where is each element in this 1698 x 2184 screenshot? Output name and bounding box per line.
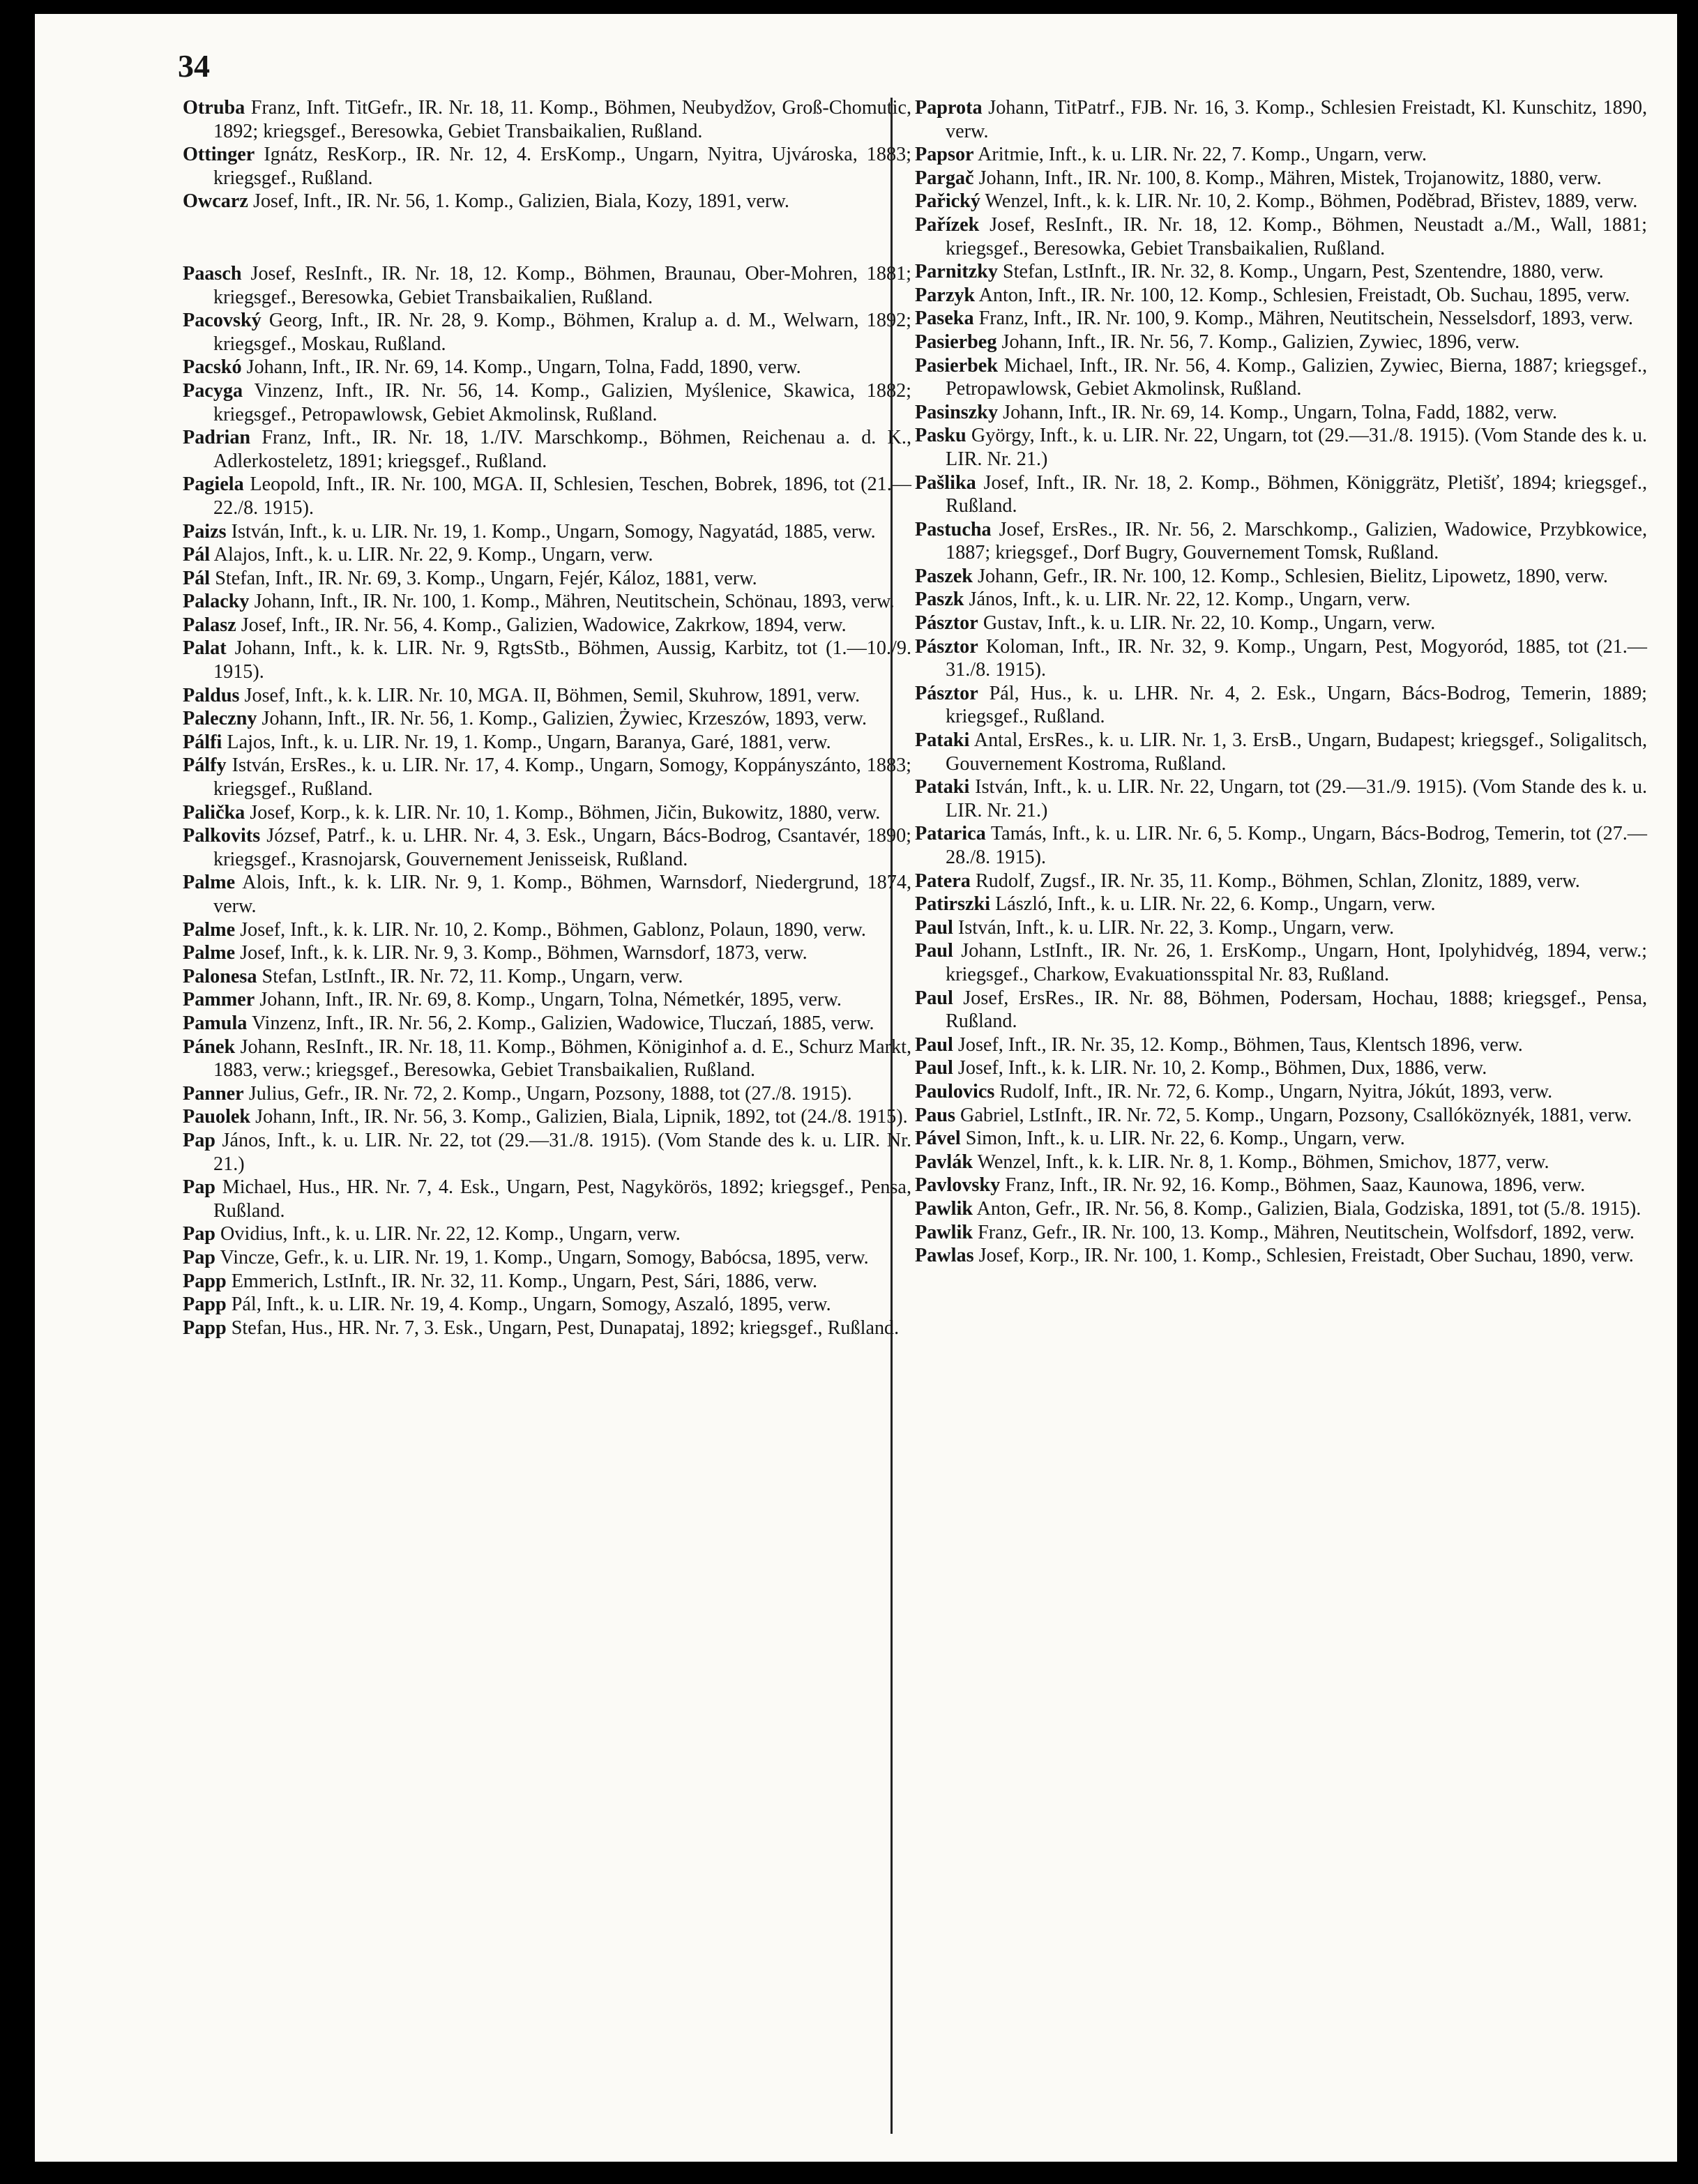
entry-details: Ovidius, Inft., k. u. LIR. Nr. 22, 12. Komp., Ungarn, verw. [215,1223,681,1245]
register-entry [915,354,1647,401]
entry-surname: Pauolek [183,1106,251,1128]
entry-details: György, Inft., k. u. LIR. Nr. 22, Ungarn, tot (29.—31./8. 1915). (Vom Stande des k. u. LIR. Nr. 21.) [946,425,1647,470]
entry-surname: Pammer [183,989,255,1011]
entry-details: Vincze, Gefr., k. u. LIR. Nr. 19, 1. Komp., Ungarn, Somogy, Babócsa, 1895, verw. [215,1246,869,1268]
entry-details: Franz, Gefr., IR. Nr. 100, 13. Komp., Mähren, Neutitschein, Wolfsdorf, 1892, verw. [973,1221,1635,1243]
entry-details: Stefan, LstInft., IR. Nr. 72, 11. Komp., Ungarn, verw. [257,965,683,987]
entry-surname: Patarica [915,823,986,845]
entry-surname: Paprota [915,97,983,119]
entry-surname: Paul [915,916,953,939]
entry-details: István, Inft., k. u. LIR. Nr. 22, 3. Komp., Ungarn, verw. [953,916,1395,939]
entry-surname: Pacyga [183,379,243,402]
register-entry [183,637,911,683]
entry-details: István, Inft., k. u. LIR. Nr. 19, 1. Komp., Ungarn, Somogy, Nagyatád, 1885, verw. [226,520,876,543]
entry-surname: Paizs [183,520,227,543]
entry-details: Josef, ResInft., IR. Nr. 18, 12. Komp., Böhmen, Braunau, Ober-Mohren, 1881; kriegsgef., Beresowka, Gebiet Transbaikalien, Rußland. [213,262,911,308]
entry-details: Anton, Gefr., IR. Nr. 56, 8. Komp., Galizien, Biala, Godziska, 1891, tot (5./8. 1915). [973,1197,1642,1220]
entry-surname: Pavlovsky [915,1174,1001,1197]
entry-details: Vinzenz, Inft., IR. Nr. 56, 2. Komp., Galizien, Wadowice, Tluczań, 1885, verw. [247,1012,874,1034]
entry-surname: Pařický [915,190,980,213]
entry-details: Johann, Inft., IR. Nr. 100, 8. Komp., Mähren, Mistek, Trojanowitz, 1880, verw. [973,167,1602,189]
entry-surname: Palme [183,918,236,941]
register-entry [915,1151,1647,1174]
register-entry [183,262,911,309]
register-entry [915,1221,1647,1245]
register-entry [183,1222,911,1246]
entry-surname: Paul [915,987,953,1009]
entry-surname: Papp [183,1294,227,1316]
entry-surname: Pařízek [915,213,980,236]
entry-details: Leopold, Inft., IR. Nr. 100, MGA. II, Schlesien, Teschen, Bobrek, 1896, tot (21.—22./8. 1915). [213,473,911,519]
register-entry [915,939,1647,986]
register-entry [915,635,1647,682]
entry-details: Stefan, LstInft., IR. Nr. 32, 8. Komp., Ungarn, Pest, Szentendre, 1880, verw. [998,261,1604,283]
entry-surname: Parzyk [915,284,976,306]
entry-details: Stefan, Inft., IR. Nr. 69, 3. Komp., Ungarn, Fejér, Káloz, 1881, verw. [210,567,757,589]
entry-details: Pál, Inft., k. u. LIR. Nr. 19, 4. Komp., Ungarn, Somogy, Aszaló, 1895, verw. [226,1294,831,1316]
entry-surname: Pálfi [183,731,222,753]
register-entry [915,1033,1647,1057]
entry-details: Josef, ErsRes., IR. Nr. 56, 2. Marschkomp., Galizien, Wadowice, Przybkowice, 1887; kriegsgef., Dorf Bugry, Gouvernement Tomsk, Rußland. [946,518,1647,564]
register-entry [183,356,911,379]
entry-details: Johann, Inft., IR. Nr. 56, 1. Komp., Galizien, Żywiec, Krzeszów, 1893, verw. [257,708,867,730]
entry-surname: Palička [183,801,245,824]
entry-surname: Palonesa [183,965,257,987]
entry-details: Josef, Inft., IR. Nr. 56, 1. Komp., Galizien, Biala, Kozy, 1891, verw. [248,190,789,213]
register-entry [915,1104,1647,1128]
entry-surname: Pacskó [183,356,242,379]
register-entry [915,1127,1647,1151]
entry-details: József, Patrf., k. u. LHR. Nr. 4, 3. Esk., Ungarn, Bács-Bodrog, Csantavér, 1890; kriegsgef., Krasnojarsk, Gouvernement Jenisseisk, Rußland. [213,825,911,870]
entry-surname: Panner [183,1082,244,1105]
entry-surname: Paldus [183,684,240,706]
entry-surname: Palkovits [183,825,261,847]
entry-details: Michael, Hus., HR. Nr. 7, 4. Esk., Ungarn, Pest, Nagykörös, 1892; kriegsgef., Pensa, Rußland. [213,1176,911,1222]
register-entry [183,941,911,965]
register-entry [183,918,911,942]
entry-surname: Pargač [915,167,974,189]
register-entry [183,965,911,989]
entry-details: Anton, Inft., IR. Nr. 100, 12. Komp., Schlesien, Freistadt, Ob. Suchau, 1895, verw. [975,284,1630,306]
entry-surname: Pap [183,1129,215,1151]
register-entry [183,1082,911,1106]
register-entry [183,1317,911,1340]
entry-surname: Pap [183,1246,215,1268]
register-entry [915,565,1647,589]
register-entry [183,1176,911,1222]
entry-surname: Pasku [915,425,967,447]
entry-details: Johann, Inft., IR. Nr. 100, 1. Komp., Mähren, Neutitschein, Schönau, 1893, verw. [249,591,895,613]
register-entry [915,471,1647,518]
register-entry [915,190,1647,213]
register-entry [183,801,911,825]
register-entry [915,143,1647,167]
register-entry [915,401,1647,425]
register-entry [915,588,1647,612]
entry-details: Johann, ResInft., IR. Nr. 18, 11. Komp., Böhmen, Königinhof a. d. E., Schurz Markt, 1883, verw.; kriegsgef., Beresowka, Gebiet Transbaikalien, Rußland. [213,1036,911,1082]
entry-details: Gustav, Inft., k. u. LIR. Nr. 22, 10. Komp., Ungarn, verw. [978,612,1436,635]
entry-details: Antal, ErsRes., k. u. LIR. Nr. 1, 3. ErsB., Ungarn, Budapest; kriegsgef., Soligalitsch, Gouvernement Kostroma, Rußland. [946,729,1647,775]
entry-surname: Paleczny [183,708,257,730]
entry-surname: Papp [183,1270,227,1292]
entry-details: Vinzenz, Inft., IR. Nr. 56, 14. Komp., Galizien, Myślenice, Skawica, 1882; kriegsgef., Petropawlowsk, Gebiet Akmolinsk, Rußland. [213,379,911,425]
entry-surname: Pamula [183,1012,248,1034]
entry-details: Johann, Gefr., IR. Nr. 100, 12. Komp., Schlesien, Bielitz, Lipowetz, 1890, verw. [972,565,1608,587]
entry-surname: Pásztor [915,612,978,635]
entry-details: Franz, Inft., IR. Nr. 92, 16. Komp., Böhmen, Saaz, Kaunowa, 1896, verw. [1000,1174,1586,1197]
register-entry [915,331,1647,354]
register-entry [915,1197,1647,1221]
register-entry [915,775,1647,822]
entry-details: Koloman, Inft., IR. Nr. 32, 9. Komp., Ungarn, Pest, Mogyoród, 1885, tot (21.—31./8. 1915). [946,635,1647,681]
right-column [915,96,1647,1268]
entry-surname: Pasierbeg [915,331,997,353]
register-entry [183,190,911,213]
entry-surname: Pavlák [915,1151,973,1173]
entry-details: Alois, Inft., k. k. LIR. Nr. 9, 1. Komp., Böhmen, Warnsdorf, Niedergrund, 1874, verw. [213,872,911,917]
entry-surname: Pável [915,1128,961,1150]
register-entry [915,682,1647,729]
entry-surname: Otruba [183,97,245,119]
register-entry [183,473,911,520]
register-entry [915,1244,1647,1268]
register-entry [183,309,911,356]
entry-details: Alajos, Inft., k. u. LIR. Nr. 22, 9. Komp., Ungarn, verw. [210,544,653,566]
letter-group-gap [183,213,911,262]
register-entry [915,893,1647,916]
entry-details: Tamás, Inft., k. u. LIR. Nr. 6, 5. Komp., Ungarn, Bács-Bodrog, Temerin, tot (27.—28./8. 1915). [946,823,1647,868]
register-entry [183,543,911,567]
entry-details: Ignátz, ResKorp., IR. Nr. 12, 4. ErsKomp., Ungarn, Nyitra, Ujvároska, 1883; kriegsgef., Rußland. [213,144,911,189]
entry-surname: Pásztor [915,635,978,658]
entry-details: Josef, Inft., IR. Nr. 18, 2. Komp., Böhmen, Königgrätz, Pletišť, 1894; kriegsgef., Rußland. [946,471,1647,517]
register-entry [183,1270,911,1294]
register-entry [183,1293,911,1317]
entry-details: Johann, TitPatrf., FJB. Nr. 16, 3. Komp., Schlesien Freistadt, Kl. Kunschitz, 1890, verw. [946,97,1647,142]
entry-details: Johann, Inft., IR. Nr. 56, 3. Komp., Galizien, Biala, Lipnik, 1892, tot (24./8. 1915). [250,1106,908,1128]
entry-details: István, ErsRes., k. u. LIR. Nr. 17, 4. Komp., Ungarn, Somogy, Koppányszánto, 1883; kriegsgef., Rußland. [213,754,911,801]
entry-surname: Palasz [183,614,236,636]
entry-details: Lajos, Inft., k. u. LIR. Nr. 19, 1. Komp., Ungarn, Baranya, Garé, 1881, verw. [222,731,831,753]
register-entry [915,822,1647,869]
register-entry [915,284,1647,308]
entry-details: Johann, Inft., IR. Nr. 69, 14. Komp., Ungarn, Tolna, Fadd, 1882, verw. [998,401,1558,423]
register-entry [183,143,911,190]
entry-surname: Patirszki [915,893,991,916]
register-entry [915,987,1647,1033]
register-entry [183,1129,911,1176]
entry-details: Pál, Hus., k. u. LHR. Nr. 4, 2. Esk., Ungarn, Bács-Bodrog, Temerin, 1889; kriegsgef., Rußland. [946,682,1647,728]
entry-surname: Pacovský [183,310,261,332]
entry-details: Franz, Inft., IR. Nr. 18, 1./IV. Marschkomp., Böhmen, Reichenau a. d. K., Adlerkosteletz, 1891; kriegsgef., Rußland. [213,427,911,472]
entry-surname: Patera [915,870,971,892]
entry-details: Josef, Korp., IR. Nr. 100, 1. Komp., Schlesien, Freistadt, Ober Suchau, 1890, verw. [973,1245,1634,1267]
register-entry [183,684,911,708]
entry-details: Josef, Inft., k. k. LIR. Nr. 10, 2. Komp., Böhmen, Dux, 1886, verw. [953,1057,1487,1079]
register-entry [915,213,1647,260]
entry-surname: Pataki [915,776,970,798]
register-entry [183,1246,911,1270]
entry-details: István, Inft., k. u. LIR. Nr. 22, Ungarn, tot (29.—31./9. 1915). (Vom Stande des k. u. LIR. Nr. 21.) [946,776,1647,821]
entry-surname: Palat [183,637,227,660]
entry-surname: Pap [183,1223,215,1245]
page-number: 34 [178,48,210,84]
entry-surname: Pásztor [915,682,978,704]
entry-details: János, Inft., k. u. LIR. Nr. 22, tot (29.—31./8. 1915). (Vom Stande des k. u. LIR. Nr. 21.) [213,1129,911,1175]
register-entry [183,988,911,1012]
entry-surname: Paul [915,940,953,962]
register-entry [915,167,1647,190]
entry-details: Franz, Inft. TitGefr., IR. Nr. 18, 11. Komp., Böhmen, Neubydžov, Groß-Chomutic, 1892; kriegsgef., Beresowka, Gebiet Transbaikalien, Rußland. [213,97,911,142]
left-column [183,96,911,1340]
entry-details: Rudolf, Zugsf., IR. Nr. 35, 11. Komp., Böhmen, Schlan, Zlonitz, 1889, verw. [970,870,1580,892]
entry-surname: Paus [915,1104,955,1126]
register-entry [183,1012,911,1036]
entry-surname: Parnitzky [915,261,998,283]
entry-surname: Pánek [183,1036,236,1058]
entry-surname: Paszk [915,589,964,611]
entry-details: Michael, Inft., IR. Nr. 56, 4. Komp., Galizien, Zywiec, Bierna, 1887; kriegsgef., Petropawlowsk, Gebiet Akmolinsk, Rußland. [946,354,1647,400]
entry-surname: Papp [183,1317,227,1339]
register-entry [915,260,1647,284]
entry-details: Johann, Inft., k. k. LIR. Nr. 9, RgtsStb., Böhmen, Aussig, Karbitz, tot (1.—10./9. 1915). [213,637,911,683]
entry-details: Josef, Inft., k. k. LIR. Nr. 10, MGA. II, Böhmen, Semil, Skuhrow, 1891, verw. [239,684,861,706]
entry-surname: Paasch [183,262,242,285]
register-entry [183,754,911,801]
entry-surname: Paul [915,1033,953,1056]
entry-details: Josef, Inft., k. k. LIR. Nr. 10, 2. Komp., Böhmen, Gablonz, Polaun, 1890, verw. [235,918,866,941]
entry-surname: Ottinger [183,144,255,166]
entry-surname: Papsor [915,144,974,166]
entry-surname: Pagiela [183,473,244,496]
register-entry [915,916,1647,940]
entry-details: Johann, Inft., IR. Nr. 69, 14. Komp., Ungarn, Tolna, Fadd, 1890, verw. [241,356,801,379]
register-entry [915,729,1647,775]
entry-surname: Pálfy [183,754,227,777]
entry-details: Johann, LstInft., IR. Nr. 26, 1. ErsKomp., Ungarn, Hont, Ipolyhidvég, 1894, verw.; kriegsgef., Charkow, Evakuationsspital Nr. 83, Rußland. [946,940,1647,985]
entry-details: Rudolf, Inft., IR. Nr. 72, 6. Komp., Ungarn, Nyitra, Jókút, 1893, verw. [994,1080,1553,1102]
entry-surname: Pap [183,1176,215,1199]
register-entry [915,1174,1647,1197]
entry-surname: Pál [183,567,211,589]
register-entry [915,1056,1647,1080]
entry-details: Johann, Inft., IR. Nr. 56, 7. Komp., Galizien, Zywiec, 1896, verw. [996,331,1520,353]
entry-details: Wenzel, Inft., k. k. LIR. Nr. 8, 1. Komp., Böhmen, Smichov, 1877, verw. [973,1151,1549,1173]
entry-details: Josef, Inft., IR. Nr. 56, 4. Komp., Galizien, Wadowice, Zakrkow, 1894, verw. [236,614,847,636]
entry-details: Wenzel, Inft., k. k. LIR. Nr. 10, 2. Komp., Böhmen, Poděbrad, Břistev, 1889, verw. [980,190,1638,213]
entry-surname: Pasinszky [915,401,999,423]
register-entry [915,518,1647,565]
entry-details: Stefan, Hus., HR. Nr. 7, 3. Esk., Ungarn, Pest, Dunapataj, 1892; kriegsgef., Rußland. [226,1317,900,1339]
entry-surname: Paseka [915,308,974,330]
register-entry [183,731,911,754]
entry-details: Emmerich, LstInft., IR. Nr. 32, 11. Komp., Ungarn, Pest, Sári, 1886, verw. [226,1270,818,1292]
entry-surname: Paulovics [915,1080,995,1102]
entry-details: Aritmie, Inft., k. u. LIR. Nr. 22, 7. Komp., Ungarn, verw. [973,144,1427,166]
register-entry [183,824,911,871]
entry-details: Josef, Inft., IR. Nr. 35, 12. Komp., Böhmen, Taus, Klentsch 1896, verw. [953,1033,1523,1056]
entry-details: János, Inft., k. u. LIR. Nr. 22, 12. Komp., Ungarn, verw. [964,589,1411,611]
register-entry [183,590,911,614]
register-entry [183,96,911,143]
entry-details: Georg, Inft., IR. Nr. 28, 9. Komp., Böhmen, Kralup a. d. M., Welwarn, 1892; kriegsgef., Moskau, Rußland. [213,310,911,355]
entry-surname: Pawlas [915,1245,974,1267]
register-entry [915,307,1647,331]
register-entry [183,520,911,544]
document-page [35,14,1677,2162]
register-entry [183,426,911,473]
register-entry [915,1080,1647,1104]
entry-details: Josef, ErsRes., IR. Nr. 88, Böhmen, Podersam, Hochau, 1888; kriegsgef., Pensa, Rußland. [946,987,1647,1033]
register-entry [183,379,911,426]
register-entry [915,612,1647,635]
register-entry [183,567,911,591]
entry-surname: Paszek [915,565,973,587]
entry-surname: Pastucha [915,518,992,540]
register-entry [183,707,911,731]
entry-details: Simon, Inft., k. u. LIR. Nr. 22, 6. Komp., Ungarn, verw. [960,1128,1405,1150]
entry-details: Josef, ResInft., IR. Nr. 18, 12. Komp., Böhmen, Neustadt a./M., Wall, 1881; kriegsgef., Beresowka, Gebiet Transbaikalien, Rußland. [946,213,1647,259]
register-entry [183,1036,911,1082]
register-entry [915,96,1647,143]
entry-surname: Paul [915,1057,953,1079]
entry-surname: Padrian [183,427,251,449]
register-entry [183,614,911,637]
entry-surname: Owcarz [183,190,248,213]
entry-details: Johann, Inft., IR. Nr. 69, 8. Komp., Ungarn, Tolna, Németkér, 1895, verw. [255,989,842,1011]
register-entry [915,870,1647,893]
entry-details: László, Inft., k. u. LIR. Nr. 22, 6. Komp., Ungarn, verw. [990,893,1436,916]
entry-surname: Pataki [915,729,970,752]
entry-surname: Palacky [183,591,250,613]
entry-surname: Palme [183,942,236,964]
register-entry [915,424,1647,471]
entry-details: Josef, Korp., k. k. LIR. Nr. 10, 1. Komp., Böhmen, Jičin, Bukowitz, 1880, verw. [245,801,881,824]
entry-details: Julius, Gefr., IR. Nr. 72, 2. Komp., Ungarn, Pozsony, 1888, tot (27./8. 1915). [243,1082,852,1105]
entry-details: Josef, Inft., k. k. LIR. Nr. 9, 3. Komp., Böhmen, Warnsdorf, 1873, verw. [235,942,808,964]
entry-surname: Pál [183,544,211,566]
entry-surname: Palme [183,872,236,894]
register-entry [183,1105,911,1129]
entry-surname: Pašlika [915,471,976,494]
entry-details: Gabriel, LstInft., IR. Nr. 72, 5. Komp., Ungarn, Pozsony, Csallóköznyék, 1881, verw. [955,1104,1632,1126]
register-entry [183,871,911,918]
entry-surname: Pawlik [915,1221,973,1243]
entry-details: Franz, Inft., IR. Nr. 100, 9. Komp., Mähren, Neutitschein, Nesselsdorf, 1893, verw. [973,308,1633,330]
entry-surname: Pawlik [915,1197,973,1220]
entry-surname: Pasierbek [915,354,998,377]
